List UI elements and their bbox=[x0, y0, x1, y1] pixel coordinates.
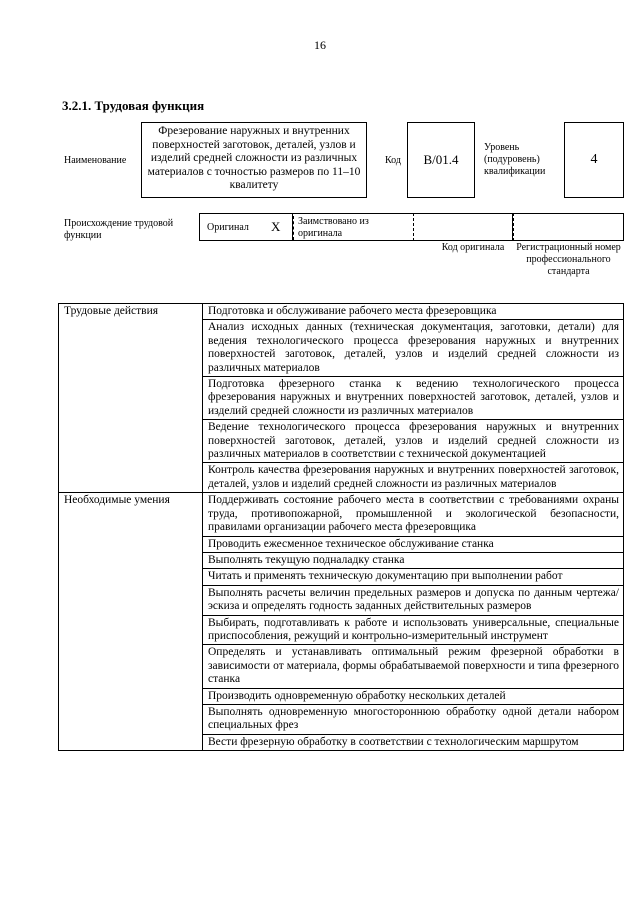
function-name: Фрезерование наружных и внутренних поверхностей заготовок, деталей, узлов и изделий средней сложности из различных материалов с точностью размеров по 11–10 квалитету bbox=[147, 125, 361, 191]
table-row bbox=[59, 615, 624, 645]
category-cell bbox=[59, 536, 203, 552]
level-value: 4 bbox=[590, 152, 598, 167]
category-cell bbox=[59, 569, 203, 585]
table-row bbox=[59, 377, 624, 420]
function-name-box bbox=[141, 122, 367, 198]
table-cell: Контроль качества фрезерования наружных и внутренних поверхностей заготовок, деталей, узлов и изделий средней сложности из различных материалов bbox=[203, 463, 624, 493]
table-cell: Проводить ежесменное техническое обслуживание станка bbox=[203, 536, 624, 552]
borrowed-label: Заимствовано из оригинала bbox=[293, 216, 408, 240]
original-mark: X bbox=[271, 219, 281, 234]
table-row bbox=[59, 493, 624, 536]
origin-label: Происхождение трудовой функции bbox=[64, 218, 174, 241]
category-label: Трудовые действия bbox=[59, 304, 203, 320]
table-cell: Определять и устанавливать оптимальный режим фрезерной обработки в зависимости от материала, формы обрабатываемой поверхности и типа фрезерного станка bbox=[203, 645, 624, 688]
code-label: Код bbox=[385, 155, 401, 166]
code-original-cell bbox=[413, 213, 513, 241]
table-row bbox=[59, 420, 624, 463]
category-cell bbox=[59, 615, 203, 645]
category-label: Необходимые умения bbox=[59, 493, 203, 536]
table-cell: Читать и применять техническую документацию при выполнении работ bbox=[203, 569, 624, 585]
table-cell: Ведение технологического процесса фрезерования наружных и внутренних поверхностей заготовок, деталей, узлов и изделий средней сложности из различных материалов в соответствии с технической документацией bbox=[203, 420, 624, 463]
table-row bbox=[59, 304, 624, 320]
origin-row bbox=[199, 213, 624, 241]
table-cell: Поддерживать состояние рабочего места в соответствии с требованиями охраны труда, противопожарной, промышленной и экологической безопасности, правилами организации рабочего места фрезеровщика bbox=[203, 493, 624, 536]
table-cell: Анализ исходных данных (техническая документация, заготовки, детали) для ведения технологического процесса фрезерования наружных и внутренних поверхностей заготовок, деталей, узлов и изделий средней сложности из различных материалов bbox=[203, 320, 624, 377]
table-cell: Подготовка фрезерного станка к ведению технологического процесса фрезерования наружных и внутренних поверхностей заготовок, деталей, узлов и изделий средней сложности из различных материалов bbox=[203, 377, 624, 420]
table-cell: Вести фрезерную обработку в соответствии с технологическим маршрутом bbox=[203, 734, 624, 750]
category-cell bbox=[59, 377, 203, 420]
original-cell bbox=[199, 213, 293, 241]
section-title: 3.2.1. Трудовая функция bbox=[62, 98, 205, 113]
category-cell bbox=[59, 704, 203, 734]
name-label: Наименование bbox=[64, 155, 127, 166]
table-row bbox=[59, 552, 624, 568]
table-row bbox=[59, 569, 624, 585]
code-value: B/01.4 bbox=[423, 152, 459, 167]
page-number: 16 bbox=[314, 38, 326, 52]
table-row bbox=[59, 734, 624, 750]
category-cell bbox=[59, 463, 203, 493]
level-label: Уровень (подуровень) квалификации bbox=[484, 142, 546, 177]
borrowed-cell bbox=[293, 213, 413, 241]
original-label: Оригинал bbox=[207, 222, 249, 233]
table-cell: Выполнять текущую подналадку станка bbox=[203, 552, 624, 568]
table-cell: Выполнять расчеты величин предельных размеров и допуска по данным чертежа/эскиза и определять годность заданных действительных размеров bbox=[203, 585, 624, 615]
category-cell bbox=[59, 552, 203, 568]
reg-number-caption: Регистрационный номер профессионального стандарта bbox=[516, 242, 621, 277]
category-cell bbox=[59, 645, 203, 688]
table-row bbox=[59, 463, 624, 493]
code-original-caption: Код оригинала bbox=[441, 242, 505, 253]
reg-number-cell bbox=[513, 213, 624, 241]
table-row bbox=[59, 704, 624, 734]
category-cell bbox=[59, 420, 203, 463]
table-cell: Выбирать, подготавливать к работе и использовать универсальные, специальные приспособления, режущий и контрольно-измерительный инструмент bbox=[203, 615, 624, 645]
level-box bbox=[564, 122, 624, 198]
function-table bbox=[58, 303, 624, 751]
code-box bbox=[407, 122, 475, 198]
table-row bbox=[59, 320, 624, 377]
table-cell: Выполнять одновременную многостороннюю обработку одной детали набором специальных фрез bbox=[203, 704, 624, 734]
category-cell bbox=[59, 688, 203, 704]
table-row bbox=[59, 585, 624, 615]
table-row bbox=[59, 688, 624, 704]
table-row bbox=[59, 536, 624, 552]
table-row bbox=[59, 645, 624, 688]
category-cell bbox=[59, 320, 203, 377]
table-cell: Производить одновременную обработку нескольких деталей bbox=[203, 688, 624, 704]
category-cell bbox=[59, 585, 203, 615]
category-cell bbox=[59, 734, 203, 750]
table-cell: Подготовка и обслуживание рабочего места фрезеровщика bbox=[203, 304, 624, 320]
